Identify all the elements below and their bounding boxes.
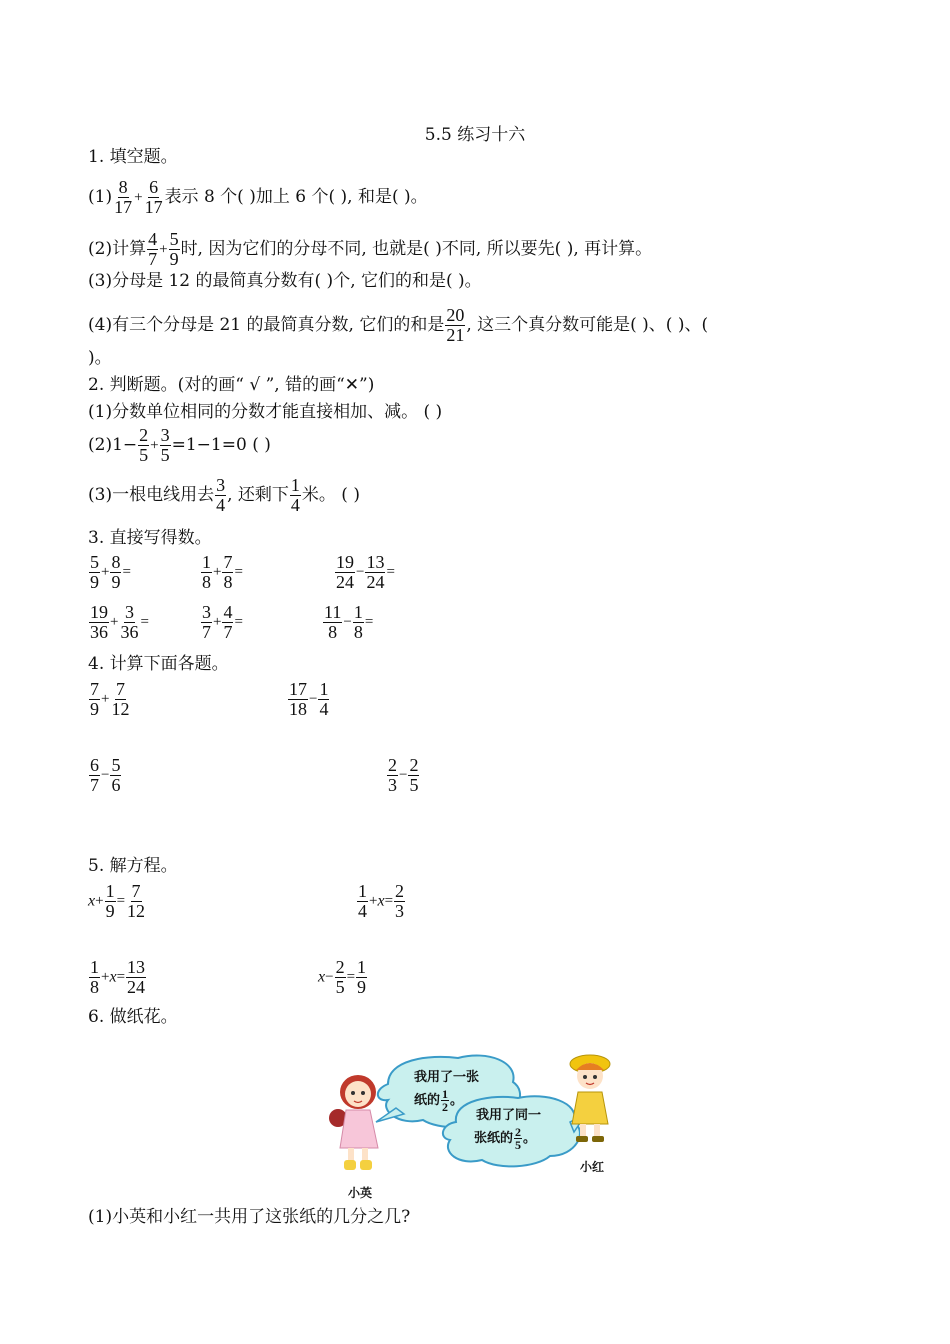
fraction: $\frac{3}{4}$: [216, 475, 226, 515]
section5-heading: 5. 解方程。: [88, 856, 178, 876]
s3-item: $\frac{3}{7}$ + $\frac{4}{7}$ =: [202, 602, 243, 642]
q-text: 时, 因为它们的分母不同, 也就是( )不同, 所以要先( ), 再计算。: [180, 239, 653, 259]
q-number: (1): [88, 187, 113, 207]
bubble1-line1: 我用了一张: [414, 1070, 480, 1085]
q-text: , 这三个真分数可能是( )、( )、(: [466, 315, 709, 335]
name-label-xiaoying: 小英: [348, 1186, 373, 1200]
fraction: $\frac{6}{17}$: [144, 177, 163, 217]
paper-flower-illustration: [318, 1052, 638, 1202]
s3-item: $\frac{11}{8}$ − $\frac{1}{8}$ =: [324, 602, 374, 642]
fraction: $\frac{20}{21}$: [446, 305, 465, 345]
s6-q1: (1)小英和小红一共用了这张纸的几分之几?: [88, 1207, 411, 1227]
s3-item: $\frac{5}{9}$ + $\frac{8}{9}$ =: [90, 552, 131, 592]
s3-item: $\frac{19}{24}$ − $\frac{13}{24}$ =: [336, 552, 395, 592]
s1-q4: [88, 306, 708, 345]
s2-q3: [88, 476, 360, 515]
s1-q1: [88, 178, 428, 217]
q-text: (2)1−: [88, 435, 138, 455]
section4-heading: 4. 计算下面各题。: [88, 654, 229, 674]
q-text: , 还剩下: [227, 485, 289, 505]
s4-item: $\frac{7}{9}$ + $\frac{7}{12}$: [90, 679, 130, 719]
s1-q3: (3)分母是 12 的最简真分数有( )个, 它们的和是( )。: [88, 271, 482, 291]
s4-item: $\frac{17}{18}$ − $\frac{1}{4}$: [289, 679, 329, 719]
s4-item: $\frac{6}{7}$ − $\frac{5}{6}$: [90, 755, 121, 795]
bubble2-line2: 张纸的 $\frac{2}{5}$ 。: [474, 1125, 537, 1152]
equation: x+ $\frac{1}{9}$ = $\frac{7}{12}$: [88, 881, 146, 921]
s1-q2: [88, 230, 652, 269]
section2-heading: 2. 判断题。(对的画“ √ ”, 错的画“✕”): [88, 375, 375, 395]
q-text: (4)有三个分母是 21 的最简真分数, 它们的和是: [88, 315, 445, 335]
q-text: 米。 ( ): [301, 485, 360, 505]
fraction: $\frac{3}{5}$: [160, 425, 170, 465]
q-text: (3)一根电线用去: [88, 485, 215, 505]
s1-q4-cont: )。: [88, 348, 112, 368]
fraction: $\frac{8}{17}$: [114, 177, 133, 217]
bubble1-line2: 纸的 $\frac{1}{2}$ 。: [414, 1087, 464, 1114]
section1-heading: 1. 填空题。: [88, 147, 178, 167]
operator: +: [159, 241, 168, 258]
fraction: $\frac{2}{5}$: [139, 425, 149, 465]
q-text: 表示 8 个( )加上 6 个( ), 和是( )。: [164, 187, 428, 207]
section3-heading: 3. 直接写得数。: [88, 528, 212, 548]
s2-q1: (1)分数单位相同的分数才能直接相加、减。 ( ): [88, 402, 443, 422]
operator: +: [150, 437, 159, 454]
s2-q2: [88, 426, 271, 465]
q-text: =1−1=0 ( ): [171, 435, 271, 455]
bubble2-line1: 我用了同一: [476, 1108, 542, 1123]
q-text: (2)计算: [88, 239, 147, 259]
s3-item: $\frac{19}{36}$ + $\frac{3}{36}$ =: [90, 602, 149, 642]
page-title: 5.5 练习十六: [424, 125, 526, 145]
equation: $\frac{1}{4}$ +x= $\frac{2}{3}$: [358, 881, 405, 921]
s4-item: $\frac{2}{3}$ − $\frac{2}{5}$: [388, 755, 419, 795]
fraction: $\frac{5}{9}$: [169, 229, 179, 269]
section6-heading: 6. 做纸花。: [88, 1007, 178, 1027]
equation: $\frac{1}{8}$ +x= $\frac{13}{24}$: [90, 957, 146, 997]
name-label-xiaohong: 小红: [580, 1160, 605, 1174]
fraction: $\frac{1}{4}$: [290, 475, 300, 515]
fraction: $\frac{4}{7}$: [148, 229, 158, 269]
operator: +: [134, 189, 143, 206]
s3-item: $\frac{1}{8}$ + $\frac{7}{8}$ =: [202, 552, 243, 592]
girl-xiaoying: [329, 1075, 378, 1170]
equation: x− $\frac{2}{5}$ = $\frac{1}{9}$: [318, 957, 367, 997]
